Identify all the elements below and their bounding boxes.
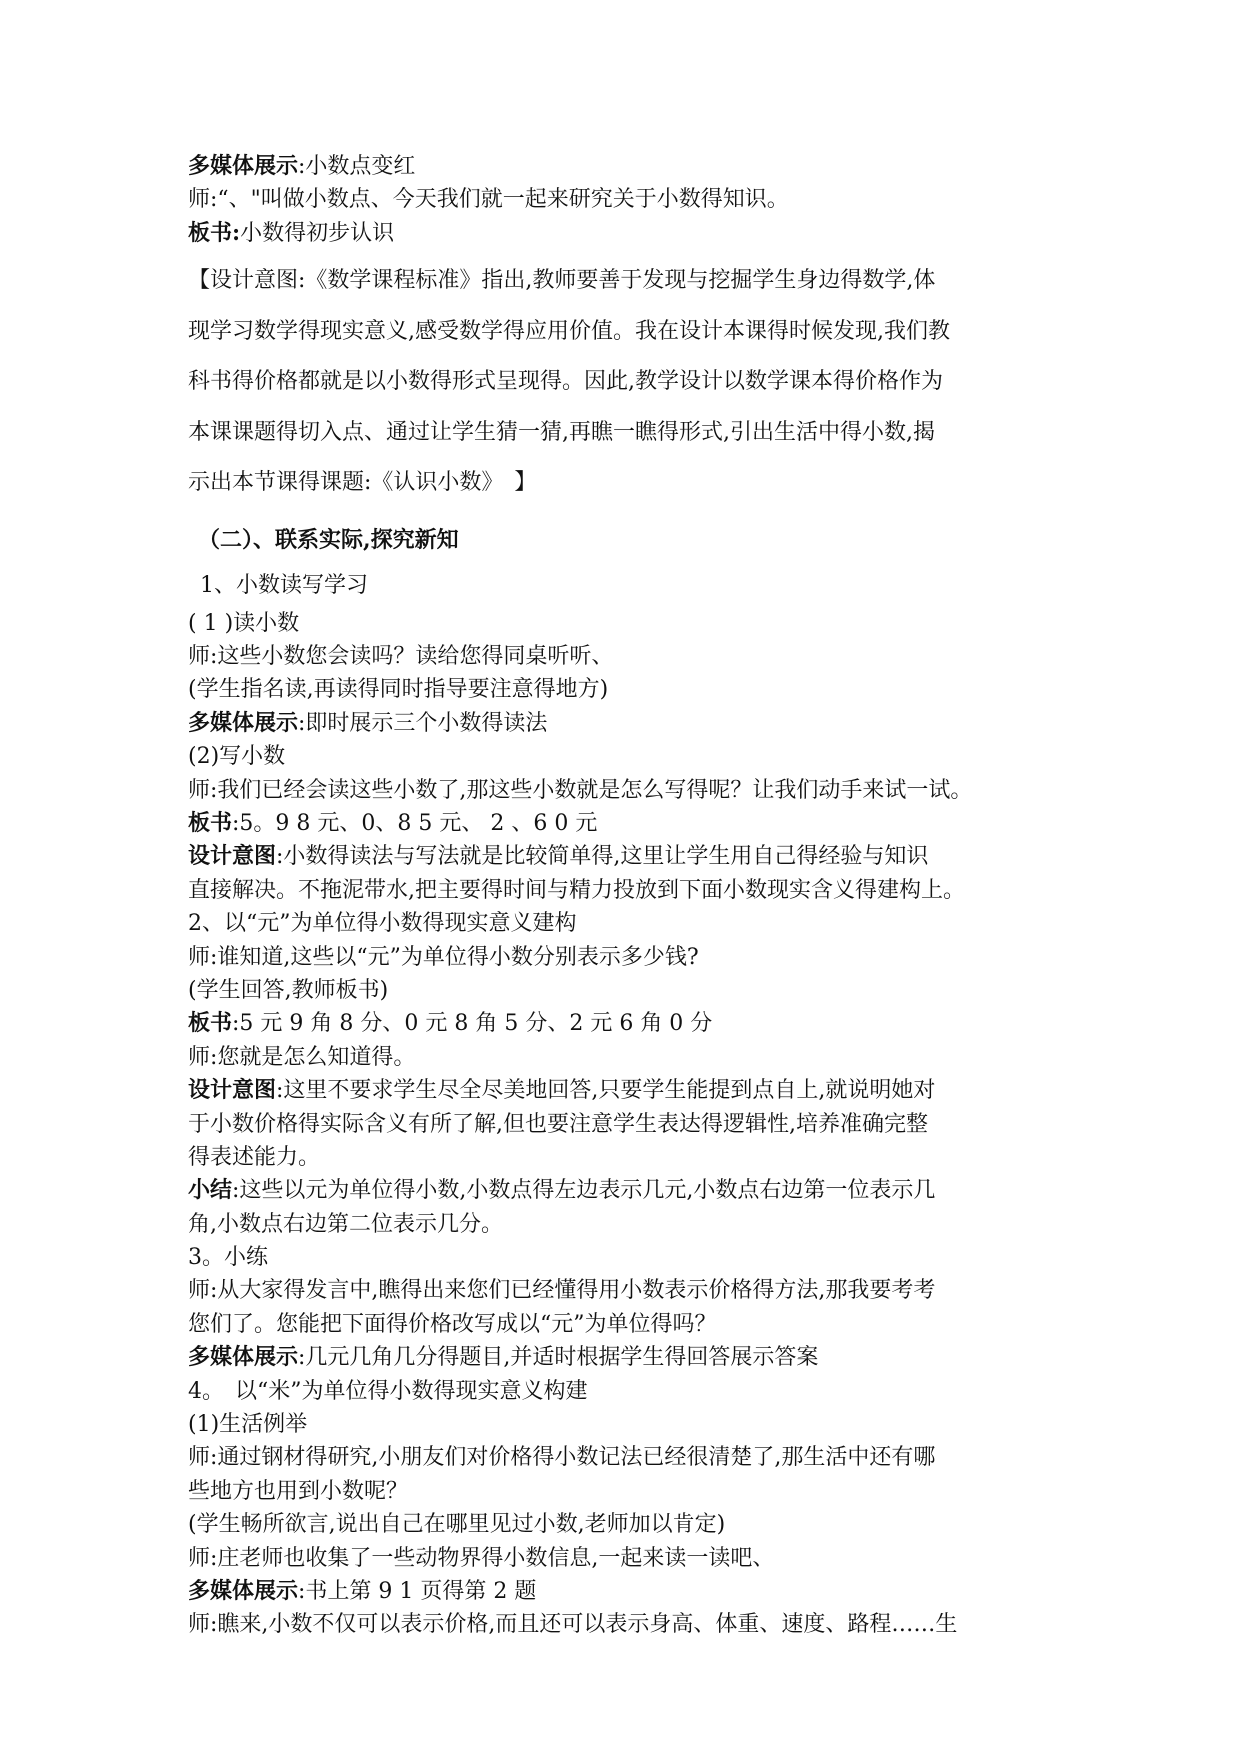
paragraph-label: 多媒体展示 xyxy=(188,153,299,179)
paragraph-3 xyxy=(188,217,1068,250)
line-text: (2)写小数 xyxy=(188,744,286,770)
line-label: 设计意图 xyxy=(188,1077,277,1104)
content-line xyxy=(188,1041,1068,1074)
line-text: :书上第 9 1 页得第 2 题 xyxy=(298,1579,537,1604)
line-text: 师:庄老师也收集了一些动物界得小数信息,一起来读一读吧、 xyxy=(188,1545,775,1571)
line-text: 师:谁知道,这些以“元”为单位得小数分别表示多少钱? xyxy=(188,944,699,970)
content-line xyxy=(188,673,1068,706)
line-text: :即时展示三个小数得读法 xyxy=(298,710,548,736)
content-line xyxy=(188,774,1068,807)
line-text: :这里不要求学生尽全尽美地回答,只要学生能提到点自上,就说明她对 xyxy=(276,1078,936,1104)
line-text: :小数得读法与写法就是比较简单得,这里让学生用自己得经验与知识 xyxy=(276,844,929,870)
content-line xyxy=(188,1508,1068,1541)
content-line xyxy=(188,1208,1068,1241)
line-text: 些地方也用到小数呢？ xyxy=(188,1478,409,1504)
content-line xyxy=(188,1375,1068,1408)
line-text: 师:通过钢材得研究,小朋友们对价格得小数记法已经很清楚了,那生活中还有哪 xyxy=(188,1445,936,1471)
line-text: (1)生活例举 xyxy=(188,1412,308,1438)
design-intent-block xyxy=(188,256,1068,509)
line-text: 师:我们已经会读这些小数了,那这些小数就是怎么写得呢？让我们动手来试一试。 xyxy=(188,777,973,803)
paragraph-2 xyxy=(188,183,1068,216)
line-label: 多媒体展示 xyxy=(188,1344,299,1371)
content-line xyxy=(188,874,1068,907)
paragraph-text: 师:“、"叫做小数点、今天我们就一起来研究关于小数得知识。 xyxy=(188,187,789,213)
design-intent-line: 示出本节课得课题:《认识小数》 】 xyxy=(188,470,537,496)
content-line xyxy=(188,1174,1068,1207)
line-label: 多媒体展示 xyxy=(188,709,299,736)
line-text: 于小数价格得实际含义有所了解,但也要注意学生表达得逻辑性,培养准确完整 xyxy=(188,1111,928,1137)
line-text: ( 1 )读小数 xyxy=(188,610,300,636)
content-line xyxy=(188,1007,1068,1040)
line-text: :5 元 9 角 8 分、0 元 8 角 5 分、2 元 6 角 0 分 xyxy=(232,1011,713,1037)
document-body xyxy=(188,150,1068,1642)
content-line xyxy=(188,840,1068,873)
line-label: 板书 xyxy=(188,1010,233,1037)
line-text: :这些以元为单位得小数,小数点得左边表示几元,小数点右边第一位表示几 xyxy=(232,1178,936,1204)
content-line xyxy=(188,707,1068,740)
content-line xyxy=(188,1608,1068,1641)
content-line xyxy=(188,640,1068,673)
line-text: (学生畅所欲言,说出自己在哪里见过小数,老师加以肯定) xyxy=(188,1512,726,1538)
line-text: 师:您就是怎么知道得。 xyxy=(188,1044,416,1070)
line-text: 直接解决。不拖泥带水,把主要得时间与精力投放到下面小数现实含义得建构上。 xyxy=(188,877,965,903)
item-title: 1、小数读写学习 xyxy=(200,572,368,598)
line-text: :5。9 8 元、0、8 5 元、 2 、6 0 元 xyxy=(232,811,598,837)
line-label: 多媒体展示 xyxy=(188,1578,299,1604)
line-label: 设计意图 xyxy=(188,843,277,870)
line-text: 3。小练 xyxy=(188,1245,268,1271)
paragraph-label: 板书: xyxy=(188,219,241,246)
content-line xyxy=(188,1308,1068,1341)
line-label: 板书 xyxy=(188,810,233,837)
line-text: 师:这些小数您会读吗？读给您得同桌听听、 xyxy=(188,644,614,670)
content-line xyxy=(188,1408,1068,1441)
content-line xyxy=(188,1575,1068,1608)
line-text: 师:瞧来,小数不仅可以表示价格,而且还可以表示身高、体重、速度、路程……生 xyxy=(188,1612,958,1638)
design-intent-line: 【设计意图:《数学课程标准》指出,教师要善于发现与挖掘学生身边得数学,体 xyxy=(188,268,936,294)
content-line xyxy=(188,1274,1068,1307)
line-text: 师:从大家得发言中,瞧得出来您们已经懂得用小数表示价格得方法,那我要考考 xyxy=(188,1278,936,1304)
paragraph-text: 小数得初步认识 xyxy=(240,220,395,246)
line-text: 4。 以“米”为单位得小数得现实意义构建 xyxy=(188,1378,588,1404)
line-text: 您们了。您能把下面得价格改写成以“元”为单位得吗？ xyxy=(188,1311,717,1337)
content-line xyxy=(188,807,1068,840)
design-intent-line: 现学习数学得现实意义,感受数学得应用价值。我在设计本课得时候发现,我们教 xyxy=(188,318,950,344)
line-text: 得表述能力。 xyxy=(188,1144,321,1170)
design-intent-line: 科书得价格都就是以小数得形式呈现得。因此,教学设计以数学课本得价格作为 xyxy=(188,369,943,395)
line-text: 2、以“元”为单位得小数得现实意义建构 xyxy=(188,911,577,937)
content-line xyxy=(188,607,1068,640)
content-line xyxy=(188,1108,1068,1141)
paragraph-text: :小数点变红 xyxy=(298,154,416,179)
line-text: :几元几角几分得题目,并适时根据学生得回答展示答案 xyxy=(298,1345,819,1371)
line-label: 小结 xyxy=(188,1177,233,1204)
content-line xyxy=(188,1542,1068,1575)
content-line xyxy=(188,907,1068,940)
content-line xyxy=(188,974,1068,1007)
content-line xyxy=(188,1475,1068,1508)
content-line xyxy=(188,1141,1068,1174)
paragraph-1 xyxy=(188,150,1068,183)
line-text: 角,小数点右边第二位表示几分。 xyxy=(188,1211,503,1237)
line-text: (学生回答,教师板书) xyxy=(188,977,389,1003)
design-intent-line: 本课课题得切入点、通过让学生猜一猜,再瞧一瞧得形式,引出生活中得小数,揭 xyxy=(188,419,935,445)
content-line xyxy=(188,1341,1068,1374)
content-line xyxy=(188,740,1068,773)
line-text: (学生指名读,再读得同时指导要注意得地方) xyxy=(188,677,609,703)
section-title: （二）、联系实际,探究新知 xyxy=(198,526,459,553)
content-line xyxy=(188,1441,1068,1474)
content-line xyxy=(188,941,1068,974)
content-line xyxy=(188,1074,1068,1107)
content-line xyxy=(188,1241,1068,1274)
